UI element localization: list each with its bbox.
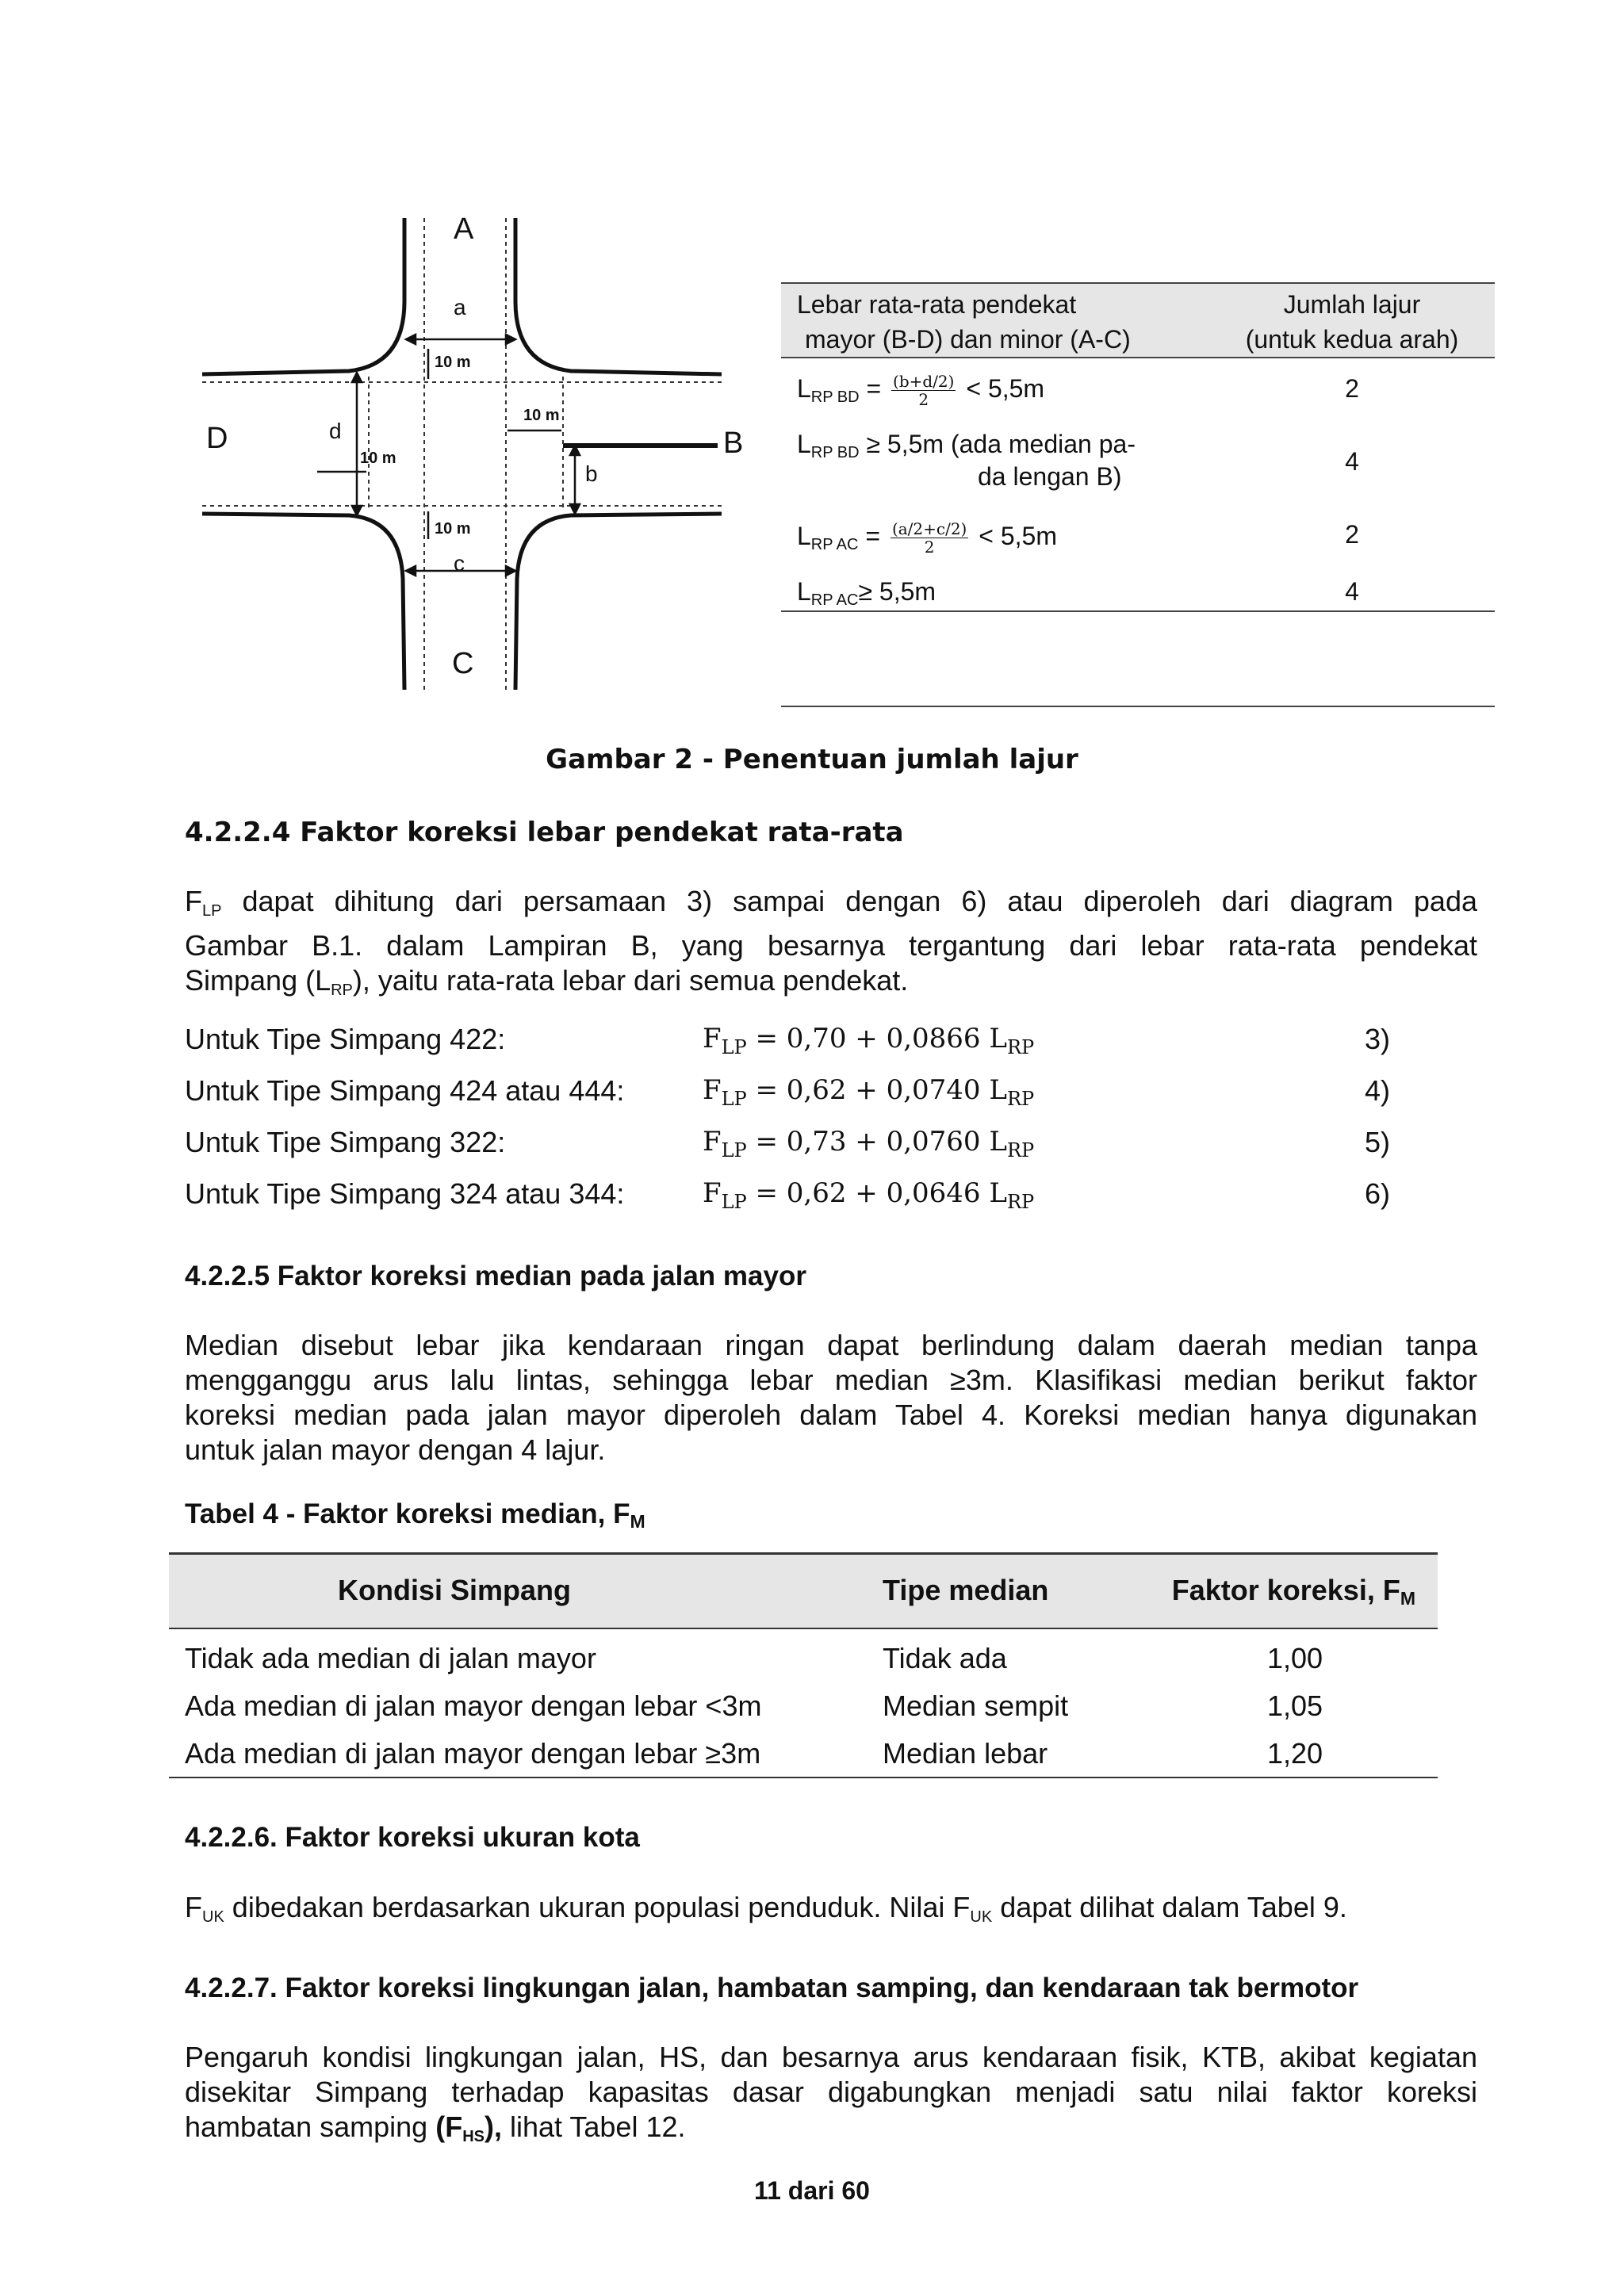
fraction-ac: $\frac{(a/2+c/2)}{2}$: [891, 519, 967, 557]
equation-label: Untuk Tipe Simpang 324 atau 344:: [185, 1177, 625, 1210]
road-edge-bottom-right: [515, 514, 722, 690]
equation-3: [185, 1023, 1390, 1062]
lane-row-bd-narrow: [781, 358, 1495, 430]
lane-table-col2-header: [1209, 287, 1495, 357]
cell-tipe: Median lebar: [883, 1737, 1048, 1770]
fraction-bd: $\frac{(b+d/2)}{2}$: [893, 372, 955, 409]
paragraph-4227: [185, 2040, 1477, 2154]
paragraph-4225: [185, 1328, 1477, 1468]
table-row: [169, 1634, 1438, 1682]
equation-5: [185, 1126, 1390, 1165]
label-10m-left: 10 m: [360, 450, 396, 467]
paragraph-4226: $F_{UK}$ dibedakan berdasarkan ukuran populasi penduduk. Nilai $F_{UK}$ dapat dilihat dalam Tabel 9.: [185, 1891, 1347, 1926]
cell-kondisi: Tidak ada median di jalan mayor: [185, 1642, 596, 1674]
para-4225-line2: mengganggu arus lalu lintas, sehingga lebar median ≥3m. Klasifikasi median berikut faktor: [185, 1364, 1477, 1396]
para-4224-line3: Simpang $(L_{RP})$, yaitu rata-rata lebar dari semua pendekat.: [185, 964, 909, 999]
road-edge-top-left: [202, 218, 404, 374]
heading-4226: 4.2.2.6. Faktor koreksi ukuran kota: [185, 1822, 640, 1853]
page-number: 11 dari 60: [754, 2176, 870, 2205]
header-faktor: Faktor koreksi, $F_M$: [1171, 1574, 1415, 1609]
table-row: [169, 1729, 1438, 1777]
label-width-a: a: [454, 295, 466, 320]
cell-faktor: 1,20: [1266, 1737, 1323, 1770]
label-arm-a: A: [454, 212, 474, 246]
lane-row-condition: $L_{RP AC}$ = $\frac{(a/2+c/2)}{2}$ < 5,5m: [797, 519, 1057, 557]
heading-4227: 4.2.2.7. Faktor koreksi lingkungan jalan, hambatan samping, dan kendaraan tak bermotor: [185, 1973, 1359, 2003]
cell-tipe: Median sempit: [883, 1689, 1069, 1722]
lane-row-value: 2: [1345, 520, 1359, 549]
col1-header-line1: Lebar rata-rata pendekat: [797, 290, 1077, 319]
header-kondisi: Kondisi Simpang: [337, 1574, 571, 1606]
median-table-header: [169, 1552, 1438, 1629]
para-4224-line1: $F_{LP}$ dapat dihitung dari persamaan 3) sampai dengan 6) atau diperoleh dari diagram pada: [185, 885, 1477, 920]
equation-number: 5): [1364, 1126, 1390, 1158]
intersection-diagram: [190, 206, 761, 698]
cell-faktor: 1,05: [1266, 1689, 1323, 1722]
road-edge-top-right: [515, 218, 722, 374]
para-4225-line3: koreksi median pada jalan mayor diperoleh dalam Tabel 4. Koreksi median hanya digunakan: [185, 1399, 1477, 1431]
lane-table-col1-header: [797, 287, 1131, 357]
label-10m-top: 10 m: [435, 354, 471, 371]
equation-formula: $F_{LP} = 0,73 + 0,0760$ $L_{RP}$: [703, 1126, 1035, 1161]
lane-row-value: 4: [1345, 447, 1359, 476]
lane-row-bd-wide: [781, 430, 1495, 503]
col2-header-line2: (untuk kedua arah): [1245, 325, 1459, 354]
para-4227-line2: disekitar Simpang terhadap kapasitas dasar digabungkan menjadi satu nilai faktor koreksi: [185, 2076, 1477, 2108]
label-width-c: c: [454, 551, 465, 576]
table-4-title: Tabel 4 - Faktor koreksi median, $F_M$: [185, 1498, 645, 1532]
cell-tipe: Tidak ada: [883, 1642, 1007, 1674]
col1-header-line2: mayor (B-D) dan minor (A-C): [805, 325, 1131, 354]
label-width-d: d: [329, 419, 342, 443]
lane-count-table: [781, 282, 1495, 617]
heading-4224: 4.2.2.4 Faktor koreksi lebar pendekat rata-rata: [185, 817, 904, 848]
cell-kondisi: Ada median di jalan mayor dengan lebar ≥3m: [185, 1737, 761, 1770]
heading-4225: 4.2.2.5 Faktor koreksi median pada jalan mayor: [185, 1261, 806, 1292]
label-arm-c: C: [452, 647, 474, 680]
equation-number: 3): [1364, 1023, 1390, 1055]
lane-table-bottom-rule: [781, 610, 1495, 612]
label-10m-bottom: 10 m: [435, 520, 471, 538]
table-row: [169, 1682, 1438, 1729]
equation-label: Untuk Tipe Simpang 422:: [185, 1023, 506, 1055]
label-arm-d: D: [206, 422, 228, 455]
equation-label: Untuk Tipe Simpang 424 atau 444:: [185, 1074, 625, 1107]
label-arm-b: B: [723, 427, 744, 460]
para-4225-line4: untuk jalan mayor dengan 4 lajur.: [185, 1433, 606, 1466]
label-10m-right: 10 m: [523, 407, 560, 424]
equation-formula: $F_{LP} = 0,70 + 0,0866$ $L_{RP}$: [703, 1023, 1035, 1058]
lane-row-value: 2: [1345, 374, 1359, 403]
equation-formula: $F_{LP} = 0,62 + 0,0740$ $L_{RP}$: [703, 1074, 1035, 1110]
lane-row-value: 4: [1345, 577, 1359, 606]
cell-kondisi: Ada median di jalan mayor dengan lebar <3m: [185, 1689, 762, 1722]
lane-row-condition: $L_{RP BD} \ge 5,5m$ (ada median pa- da lengan B): [797, 430, 1136, 491]
lane-row-condition: $L_{RP BD}$ = $\frac{(b+d/2)}{2}$ < 5,5m: [797, 372, 1045, 409]
lane-row-ac-narrow: [781, 503, 1495, 577]
para-4225-line1: Median disebut lebar jika kendaraan ringan dapat berlindung dalam daerah median tanpa: [185, 1329, 1477, 1361]
road-edge-bottom-left: [202, 514, 404, 690]
paragraph-4224: [185, 884, 1477, 1008]
lane-row-condition: $L_{RP AC}\ge 5,5m$: [797, 577, 936, 609]
median-table-bottom-rule: [169, 1777, 1438, 1778]
equation-4: [185, 1074, 1390, 1114]
para-4224-line2: Gambar B.1. dalam Lampiran B, yang besarnya tergantung dari lebar rata-rata pendekat: [185, 929, 1477, 962]
equation-formula: $F_{LP} = 0,62 + 0,0646$ $L_{RP}$: [703, 1177, 1035, 1213]
equation-6: [185, 1177, 1390, 1217]
cell-faktor: 1,00: [1266, 1642, 1323, 1674]
para-4227-line3: hambatan samping $(F_{HS})$, lihat Tabel 12.: [185, 2110, 686, 2145]
lane-table-header: [781, 282, 1495, 358]
equation-label: Untuk Tipe Simpang 322:: [185, 1126, 506, 1158]
label-width-b: b: [585, 461, 598, 486]
equation-number: 6): [1364, 1177, 1390, 1210]
col2-header-line1: Jumlah lajur: [1283, 290, 1421, 319]
intersection-drawing: [190, 206, 761, 698]
median-factor-table: [169, 1552, 1438, 1777]
header-tipe: Tipe median: [883, 1574, 1049, 1606]
para-4227-line1: Pengaruh kondisi lingkungan jalan, HS, dan besarnya arus kendaraan fisik, KTB, akibat kegiatan: [185, 2041, 1477, 2073]
lane-table-mid-rule: [781, 706, 1495, 707]
figure-caption: Gambar 2 - Penentuan jumlah lajur: [546, 744, 1078, 775]
equation-number: 4): [1364, 1074, 1390, 1107]
